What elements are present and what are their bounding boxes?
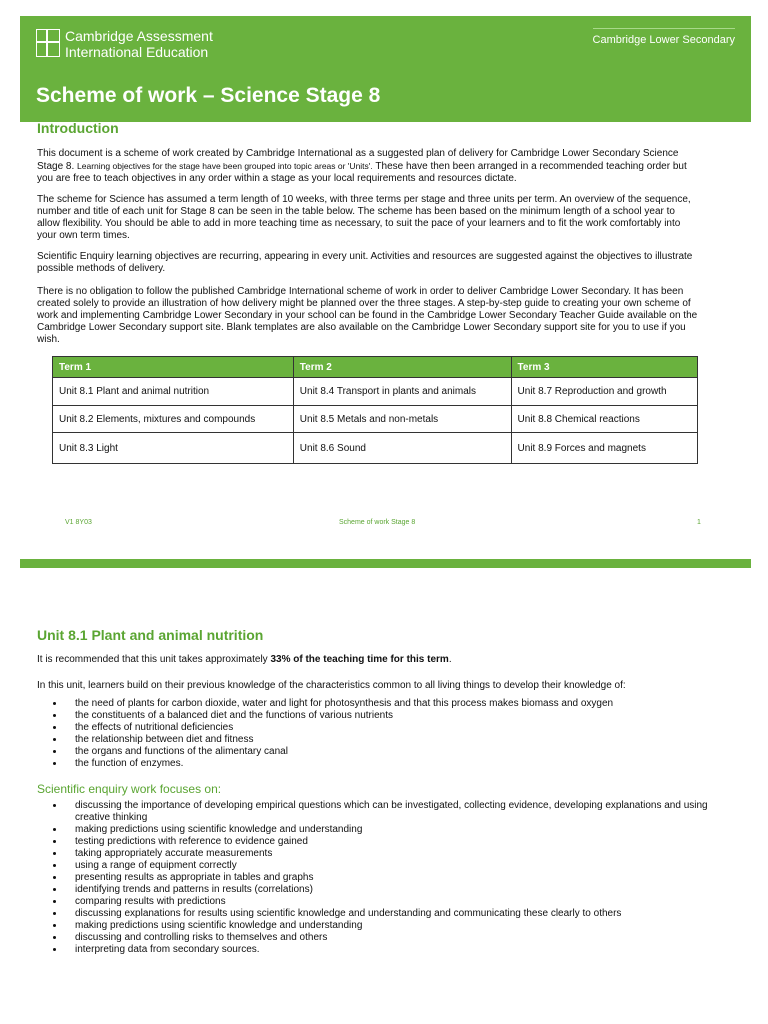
table-cell: Unit 8.6 Sound xyxy=(293,433,511,464)
list-item: • the organs and functions of the alimentary canal xyxy=(65,746,715,758)
list-item: • making predictions using scientific knowledge and understanding xyxy=(65,824,715,836)
table-header-cell: Term 2 xyxy=(293,357,511,378)
enquiry-list xyxy=(37,800,715,956)
table-cell: Unit 8.7 Reproduction and growth xyxy=(511,378,697,406)
table-header-row xyxy=(53,357,698,378)
list-item: • taking appropriately accurate measurements xyxy=(65,848,715,860)
list-item: • the need of plants for carbon dioxide, water and light for photosynthesis and that this process makes biomass and oxygen xyxy=(65,698,715,710)
list-item: • using a range of equipment correctly xyxy=(65,860,715,872)
table-cell: Unit 8.9 Forces and magnets xyxy=(511,433,697,464)
table-row xyxy=(53,433,698,464)
list-item: • comparing results with predictions xyxy=(65,896,715,908)
footer-document-title: Scheme of work Stage 8 xyxy=(339,519,416,526)
table-header-cell: Term 3 xyxy=(511,357,697,378)
table-cell: Unit 8.2 Elements, mixtures and compounds xyxy=(53,406,294,433)
list-item: • the constituents of a balanced diet and the functions of various nutrients xyxy=(65,710,715,722)
list-item: • testing predictions with reference to evidence gained xyxy=(65,836,715,848)
unit-heading: Unit 8.1 Plant and animal nutrition xyxy=(37,627,264,643)
list-item: • discussing and controlling risks to themselves and others xyxy=(65,932,715,944)
programme-label: Cambridge Lower Secondary xyxy=(592,34,735,46)
page-title: Scheme of work – Science Stage 8 xyxy=(36,84,381,107)
knowledge-list xyxy=(37,698,715,770)
org-name-line1: Cambridge Assessment xyxy=(65,28,213,44)
org-name-line2: International Education xyxy=(65,44,209,60)
table-cell: Unit 8.3 Light xyxy=(53,433,294,464)
intro-paragraph-1: This document is a scheme of work created by Cambridge International as a suggested plan of delivery for Cambridge Lower Secondary Science Stage 8. Learning objectives for the stage have been grouped into topic areas or 'Units'. These have then been arranged in a recommended teaching order but you are free to teach objectives in any order within a stage as your local requirements and resources dictate. xyxy=(37,148,687,184)
header-banner xyxy=(20,16,751,122)
list-item: • the function of enzymes. xyxy=(65,758,715,770)
crest-icon xyxy=(36,29,60,57)
table-header-cell: Term 1 xyxy=(53,357,294,378)
intro-paragraph-3: Scientific Enquiry learning objectives are recurring, appearing in every unit. Activities and resources are suggested against the objectives to illustrate possible methods of delivery. xyxy=(37,251,693,274)
table-cell: Unit 8.4 Transport in plants and animals xyxy=(293,378,511,406)
page-divider xyxy=(20,559,751,568)
list-item: • identifying trends and patterns in results (correlations) xyxy=(65,884,715,896)
intro-heading: Introduction xyxy=(37,120,119,136)
enquiry-subheading: Scientific enquiry work focuses on: xyxy=(37,782,222,796)
list-item: • the relationship between diet and fitness xyxy=(65,734,715,746)
table-cell: Unit 8.1 Plant and animal nutrition xyxy=(53,378,294,406)
intro-paragraph-2: The scheme for Science has assumed a term length of 10 weeks, with three terms per stage and three units per term. An overview of the sequence, number and title of each unit for Stage 8 can be seen in the table below. The scheme has been based on the minimum length of a school year to allow flexibility. You should be able to add in more teaching time as necessary, to suit the pace of your learners and to fit the work comfortably into your own term times. xyxy=(37,194,691,241)
table-row xyxy=(53,378,698,406)
header-rule xyxy=(593,28,735,29)
table-cell: Unit 8.5 Metals and non-metals xyxy=(293,406,511,433)
unit-lead-text: In this unit, learners build on their previous knowledge of the characteristics common to all living things to develop their knowledge of: xyxy=(37,680,626,691)
footer-page-number: 1 xyxy=(697,519,701,526)
list-item: • discussing explanations for results using scientific knowledge and understanding and communicating these clearly to others xyxy=(65,908,715,920)
list-item: • discussing the importance of developing empirical questions which can be investigated, collecting evidence, developing explanations and using creative thinking xyxy=(65,800,715,824)
teaching-time-note: It is recommended that this unit takes approximately 33% of the teaching time for this term. xyxy=(37,654,452,665)
list-item: • the effects of nutritional deficiencies xyxy=(65,722,715,734)
units-overview-table xyxy=(52,356,698,464)
table-row xyxy=(53,406,698,433)
table-cell: Unit 8.8 Chemical reactions xyxy=(511,406,697,433)
list-item: • making predictions using scientific knowledge and understanding xyxy=(65,920,715,932)
cambridge-logo xyxy=(36,28,213,60)
list-item: • interpreting data from secondary sources. xyxy=(65,944,715,956)
footer-version: V1 8Y03 xyxy=(65,519,92,526)
list-item: • presenting results as appropriate in tables and graphs xyxy=(65,872,715,884)
intro-paragraph-4: There is no obligation to follow the published Cambridge International scheme of work in order to deliver Cambridge Lower Secondary. It has been created solely to provide an illustration of how delivery might be planned over the three stages. A step-by-step guide to creating your own scheme of work and implementing Cambridge Lower Secondary in your school can be found in the Cambridge Lower Secondary Teacher Guide available on the Cambridge Lower Secondary support site. Blank templates are also available on the Cambridge Lower Secondary support site for you to use if you wish. xyxy=(37,286,698,345)
